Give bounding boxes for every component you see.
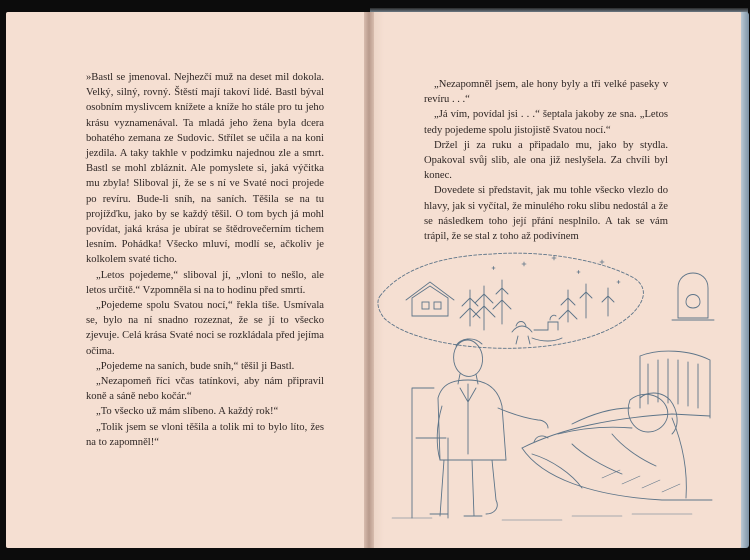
left-paragraph-6: „To všecko už mám slíbeno. A každý rok!“	[96, 406, 279, 418]
right-page-text	[424, 77, 668, 244]
left-paragraph-4: „Pojedeme na saních, bude sníh,“ těšil ji Bastl.	[96, 360, 295, 372]
house-icon	[406, 282, 454, 316]
left-paragraph-3: „Pojedeme spolu Svatou nocí,“ řekla tiše. Usmívala se, bylo na ní snadno rozeznat, že se jí to všecko zjevuje. Celá krása Svaté noci se rozkládala před jejíma očima.	[86, 300, 324, 357]
right-paragraph-4: Dovedete si představit, jak mu tohle všecko vlezlo do hlavy, jak si vyčítal, že minulého roku slibu nedostál a že se následkem toho její přání nesplnilo. A tak se vám trápil, že se stal z toho až podivínem	[424, 185, 668, 243]
right-paragraph-1: „Nezapomněl jsem, ale hony byly a tři velké paseky v revíru . . .“	[424, 79, 668, 106]
left-paragraph-5: „Nezapomeň říci včas tatínkovi, aby nám připravil koně a sáně nebo kočár.“	[86, 376, 324, 403]
portrait-icon	[672, 273, 714, 320]
sleigh-icon	[512, 315, 562, 344]
left-page-text	[86, 70, 324, 450]
cover-edge-right	[741, 12, 749, 548]
floor-hatching	[392, 470, 692, 520]
forest-icon	[460, 280, 614, 330]
bedside-illustration	[372, 238, 728, 528]
right-paragraph-2: „Já vím, povídal jsi . . .“ šeptala jakoby ze sna. „Letos tedy pojedeme spolu jistojistě Svatou nocí.“	[424, 109, 668, 136]
bed-icon	[522, 351, 712, 500]
chair-icon	[412, 388, 448, 518]
left-paragraph-1: »Bastl se jmenoval. Nejhezčí muž na deset mil dokola. Velký, silný, rovný. Štěstí mají takoví lidé. Bastl býval osobním myslivcem knížete a kníže ho stále pro tu jeho krásu vyznamenával. Ta mladá jeho žena byla dcera bohatého zemana ze Sudovic. Střílet se učila a na koni jezdila. A taky takhle v podzimku najednou zle a smrt. Bastl se mohl zbláznit. Ale pomyslete si, jaká výčitka mu zbyla! Sliboval jí, že se s ní ve Svaté noci projede po revíru. Bude-li sníh, na saních. Těšila se na tu projížďku, jako by se každý těšil. O tom bych já mohl povídat, jaká krása je ubírat se štědrovečerním tichem lesním. Pohádka! Všecko mluví, modlí se, ačkoliv je kolkolem svaté ticho.	[86, 72, 324, 266]
left-paragraph-2: „Letos pojedeme,“ sliboval jí, „vloni to nešlo, ale letos určitě.“ Vzpomněla si na to hodinu před smrtí.	[86, 269, 324, 296]
stars-icon	[492, 256, 620, 284]
left-paragraph-7: „Tolik jsem se vloni těšila a tolik mi to bylo líto, žes na to zapomněl!“	[86, 421, 324, 448]
right-paragraph-3: Držel ji za ruku a připadalo mu, jako by stydla. Opakoval svůj slib, ale ona již neslyšela. Za chvíli byl konec.	[424, 139, 668, 182]
